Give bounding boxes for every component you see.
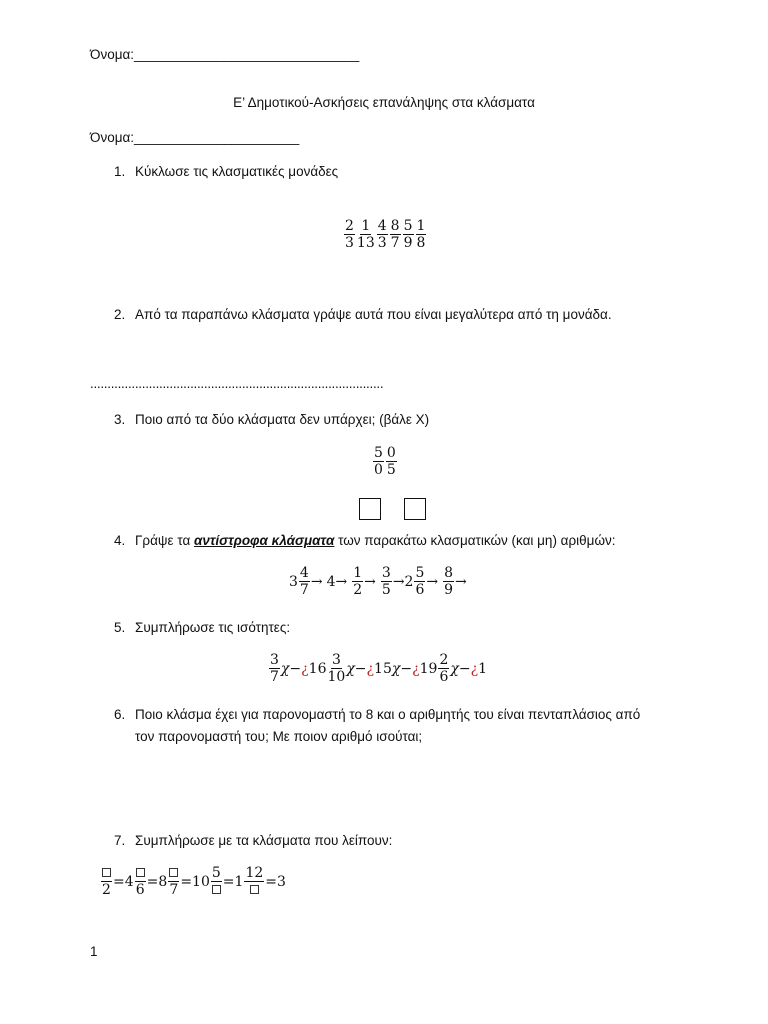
q3-checkbox-2[interactable] bbox=[404, 498, 426, 520]
blank-box-icon bbox=[169, 868, 178, 877]
q2-answer-dots: ..................................................................................... bbox=[90, 376, 384, 391]
page-number: 1 bbox=[90, 944, 98, 959]
arrow-icon: → bbox=[335, 573, 348, 590]
q1-fraction: $\frac{2}{3}$ bbox=[345, 218, 354, 251]
q4-text: Γράψε τα αντίστροφα κλάσματα των παρακάτω κλασματικών (και μη) αριθμών: bbox=[135, 533, 616, 548]
q1-text: Κύκλωσε τις κλασματικές μονάδες bbox=[135, 164, 339, 179]
q5-text: Συμπλήρωσε τις ισότητες: bbox=[135, 620, 291, 635]
q3-fractions bbox=[372, 446, 398, 477]
q4-expression: 3 $\frac{4}{7}$ → 4 → $\frac{1}{2}$ → $\frac{3}{5}$ → 2 $\frac{5}{6}$ → $\frac{8}{9}$ → bbox=[289, 565, 467, 598]
arrow-icon: → bbox=[392, 573, 405, 590]
q5-number: 5. bbox=[114, 620, 126, 635]
q3-number: 3. bbox=[114, 412, 126, 427]
q2-text: Από τα παραπάνω κλάσματα γράψε αυτά που είναι μεγαλύτερα από τη μονάδα. bbox=[135, 307, 612, 322]
q6-line-2: τον παρονομαστή του; Με ποιον αριθμό ισούται; bbox=[135, 729, 423, 744]
q1-fraction: $\frac{5}{9}$ bbox=[403, 218, 413, 251]
q3-fraction: $\frac{5}{0}$ bbox=[374, 445, 383, 478]
q7-text: Συμπλήρωσε με τα κλάσματα που λείπουν: bbox=[135, 833, 393, 848]
q4-number: 4. bbox=[114, 533, 126, 548]
blank-box-icon bbox=[136, 868, 145, 877]
q3-text: Ποιο από τα δύο κλάσματα δεν υπάρχει; (βάλε Χ) bbox=[135, 412, 430, 427]
q1-fraction: $\frac{1}{13}$ bbox=[356, 218, 375, 251]
arrow-icon: → bbox=[455, 573, 467, 590]
page-title: Ε’ Δημοτικού-Ασκήσεις επανάληψης στα κλάσματα bbox=[233, 95, 535, 110]
blank-box-icon bbox=[250, 885, 259, 894]
q1-number: 1. bbox=[114, 164, 126, 179]
arrow-icon: → bbox=[310, 573, 323, 590]
q1-fractions bbox=[343, 219, 427, 250]
arrow-icon: → bbox=[426, 573, 439, 590]
q5-equalities: $\frac{3}{7}$ χ − ¿ 16 $\frac{3}{10}$ χ − ¿ 15 χ − ¿ 19 $\frac{2}{6}$ χ − ¿ 1 bbox=[270, 652, 488, 685]
q1-fraction: $\frac{1}{8}$ bbox=[416, 218, 426, 251]
name-line-top: Όνομα:______________________________ bbox=[90, 47, 360, 62]
q4-emphasis: αντίστροφα κλάσματα bbox=[194, 533, 335, 548]
q3-checkbox-1[interactable] bbox=[359, 498, 381, 520]
blank-box-icon bbox=[212, 885, 221, 894]
arrow-icon: → bbox=[364, 573, 376, 590]
q1-fraction: $\frac{4}{3}$ bbox=[377, 218, 387, 251]
q6-line-1: Ποιο κλάσμα έχει για παρονομαστή το 8 και ο αριθμητής του είναι πενταπλάσιος από bbox=[135, 707, 641, 722]
q3-fraction: $\frac{0}{5}$ bbox=[386, 445, 396, 478]
q6-number: 6. bbox=[114, 707, 126, 722]
q7-equalities: 2 = 4 6 = 8 7 = 10 5 = 1 12 = 3 bbox=[102, 865, 286, 898]
q1-fraction: $\frac{8}{7}$ bbox=[390, 218, 400, 251]
q2-number: 2. bbox=[114, 307, 126, 322]
name-line: Όνομα:______________________ bbox=[90, 130, 300, 145]
q7-number: 7. bbox=[114, 833, 126, 848]
blank-box-icon bbox=[102, 868, 111, 877]
